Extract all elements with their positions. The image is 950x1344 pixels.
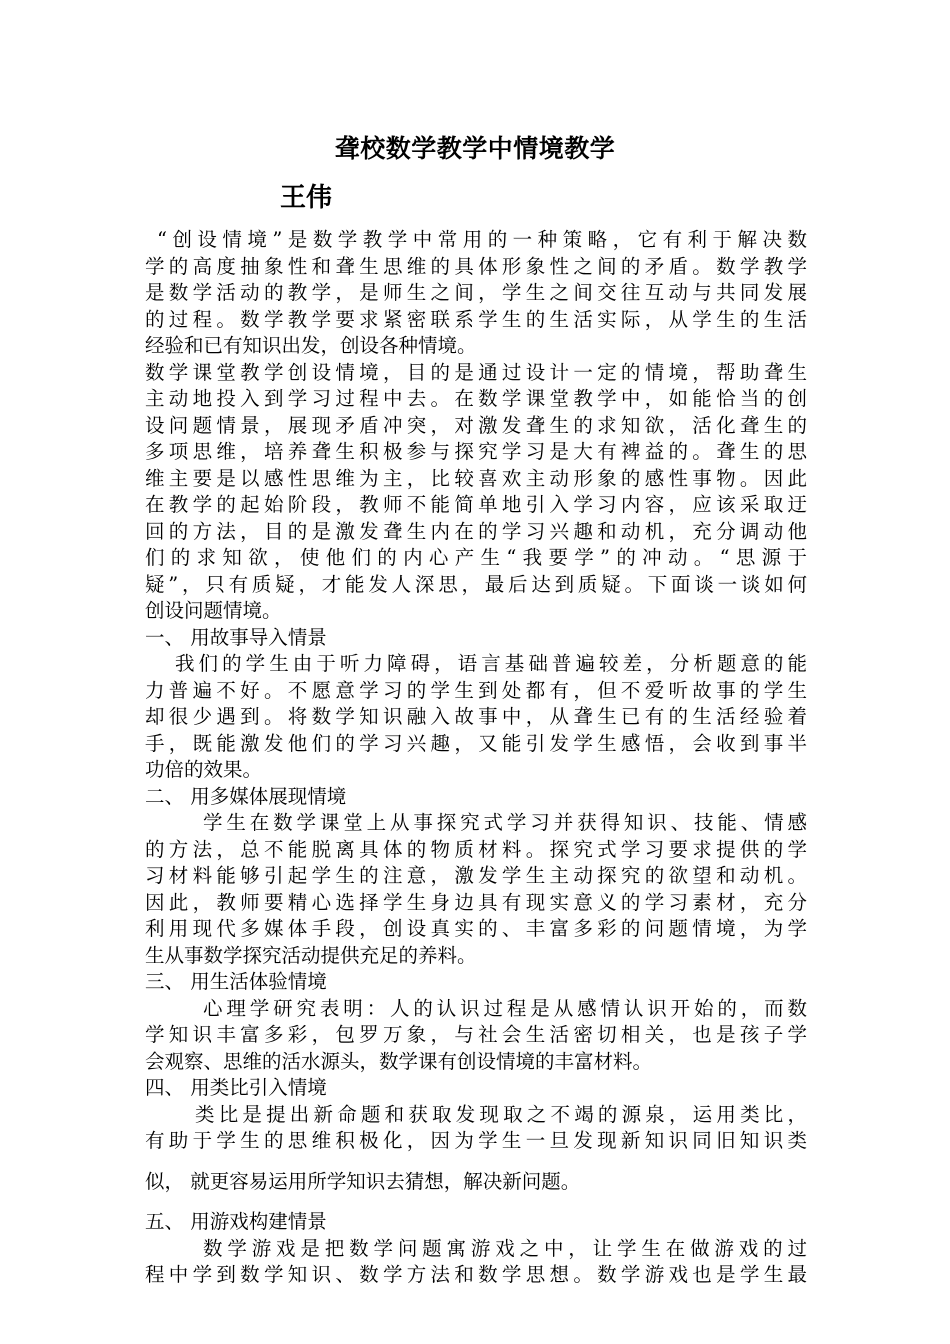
text-line: 们的求知欲，使他们的内心产生“我要学”的冲动。“思源于: [145, 546, 807, 569]
author-name: 王伟: [280, 183, 333, 213]
paragraph-gap: [145, 1195, 807, 1209]
text-line: 因此，教师要精心选择学生身边具有现实意义的学习素材，充分: [145, 890, 807, 914]
text-line: 心理学研究表明：人的认识过程是从感情认识开始的，而数: [203, 996, 807, 1020]
text-line: 学知识丰富多彩，包罗万象，与社会生活密切相关，也是孩子学: [145, 1023, 807, 1046]
text-line: 手，既能激发他们的学习兴趣，又能引发学生感悟，会收到事半: [145, 731, 807, 755]
text-line: 三、 用生活体验情境: [145, 970, 327, 993]
text-line: 学生在数学课堂上从事探究式学习并获得知识、技能、情感: [203, 811, 807, 834]
paragraph-gap: [145, 1155, 807, 1169]
text-line: 经验和已有知识出发，创设各种情境。: [145, 334, 477, 357]
text-line: 类比是提出新命题和获取发现取之不竭的源泉，运用类比，: [195, 1102, 807, 1126]
text-line: 二、 用多媒体展现情境: [145, 784, 347, 808]
text-line: 维主要是以感性思维为主，比较喜欢主动形象的感性事物。因此: [145, 466, 807, 490]
text-line: 力普遍不好。不愿意学习的学生到处都有，但不爱听故事的学生: [145, 678, 807, 702]
text-line: 的过程。数学教学要求紧密联系学生的生活实际，从学生的生活: [145, 307, 807, 331]
text-line: 却很少遇到。将数学知识融入故事中，从聋生已有的生活经验着: [145, 705, 807, 728]
text-line: 回的方法，目的是激发聋生内在的学习兴趣和动机，充分调动他: [145, 519, 807, 543]
text-line: 四、 用类比引入情境: [145, 1076, 327, 1099]
text-line: 似， 就更容易运用所学知识去猜想，解决新问题。: [145, 1169, 581, 1193]
document-body: [145, 227, 807, 1289]
text-line: 利用现代多媒体手段，创设真实的、丰富多彩的问题情境，为学: [145, 917, 807, 940]
text-line: 是数学活动的教学，是师生之间，学生之间交往互动与共同发展: [145, 281, 807, 304]
text-line: 的方法，总不能脱离具体的物质材料。探究式学习要求提供的学: [145, 837, 807, 861]
text-line: 数学游戏是把数学问题寓游戏之中，让学生在做游戏的过: [203, 1236, 807, 1260]
text-line: 在教学的起始阶段，教师不能简单地引入学习内容，应该采取迂: [145, 493, 807, 516]
text-line: 一、 用故事导入情景: [145, 625, 327, 649]
text-line: 数学课堂教学创设情境，目的是通过设计一定的情境，帮助聋生: [145, 360, 807, 384]
text-line: 有助于学生的思维积极化，因为学生一旦发现新知识同旧知识类: [145, 1129, 807, 1152]
text-line: 创设问题情境。: [145, 599, 282, 622]
text-line: 疑”，只有质疑，才能发人深思，最后达到质疑。下面谈一谈如何: [145, 572, 807, 596]
text-line: 学的高度抽象性和聋生思维的具体形象性之间的矛盾。数学教学: [145, 254, 807, 278]
text-line: 会观察、思维的活水源头，数学课有创设情境的丰富材料。: [145, 1049, 653, 1073]
text-line: 程中学到数学知识、数学方法和数学思想。数学游戏也是学生最: [145, 1263, 807, 1286]
text-line: 多项思维，培养聋生积极参与探究学习是大有裨益的。聋生的思: [145, 440, 807, 463]
text-line: “创设情境”是数学教学中常用的一种策略，它有利于解决数: [157, 228, 807, 251]
text-line: 生从事数学探究活动提供充足的养料。: [145, 943, 477, 967]
text-line: 五、 用游戏构建情景: [145, 1210, 327, 1233]
text-line: 功倍的效果。: [145, 758, 263, 781]
document-title: 聋校数学教学中情境教学: [334, 134, 616, 163]
text-line: 习材料能够引起学生的注意，激发学生主动探究的欲望和动机。: [145, 864, 807, 887]
text-line: 设问题情景，展现矛盾冲突，对激发聋生的求知欲，活化聋生的: [145, 413, 807, 437]
text-line: 我们的学生由于听力障碍，语言基础普遍较差，分析题意的能: [175, 652, 807, 675]
text-line: 主动地投入到学习过程中去。在数学课堂教学中，如能恰当的创: [145, 387, 807, 410]
